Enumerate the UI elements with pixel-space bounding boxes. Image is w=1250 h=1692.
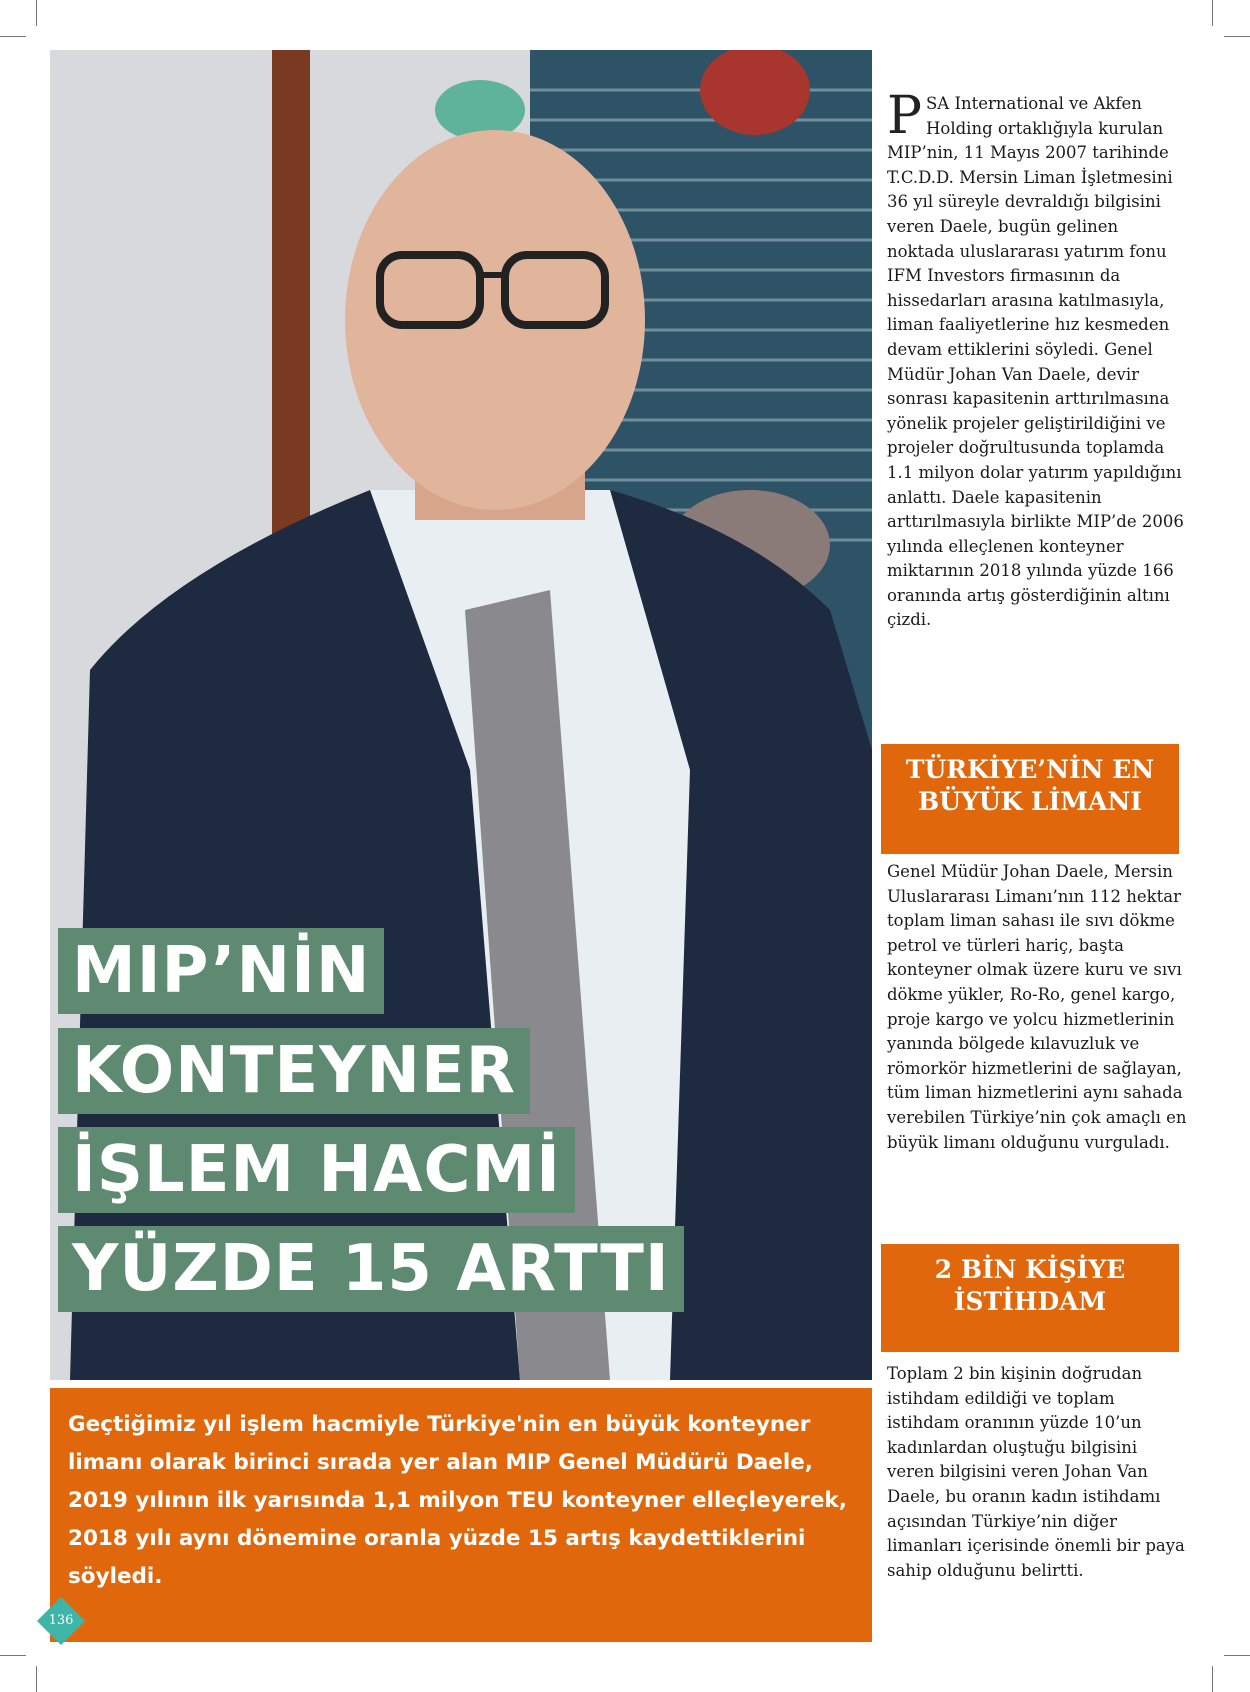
crop-mark xyxy=(0,1655,26,1656)
headline-line-1: MIP’NİN xyxy=(58,928,384,1014)
page-number: 136 xyxy=(48,1613,74,1628)
crop-mark xyxy=(1224,36,1250,37)
crop-mark xyxy=(1212,1666,1213,1692)
intro-paragraph xyxy=(887,86,1187,633)
headline-line-2: KONTEYNER xyxy=(58,1028,530,1114)
subhead-employment: 2 BİN KİŞİYE İSTİHDAM xyxy=(881,1244,1179,1352)
intro-text: SA International ve Akfen Holding ortaklığıyla kurulan MIP’nin, 11 Mayıs 2007 tarihinde T.C.D.D. Mersin Liman İşletmesini 36 yıl süreyle devraldığı bilgisini veren Daele, bugün gelinen noktada uluslararası yatırım fonu IFM Investors firmasının da hissedarları arasına katılmasıyla, liman faaliyetlerine hız kesmeden devam ettiklerini söyledi. Genel Müdür Johan Van Daele, devir sonrası kapasitenin arttırılmasına yönelik projeler geliştirildiğini ve projeler doğrultusunda toplamda 1.1 milyon dolar yatırım yapıldığını anlattı. Daele kapasitenin arttırılmasıyla birlikte MIP’de 2006 yılında elleçlenen konteyner miktarının 2018 yılında yüzde 166 oranında artış gösterdiğinin altını çizdi. xyxy=(887,94,1184,630)
subhead-largest-port: TÜRKİYE’NİN EN BÜYÜK LİMANI xyxy=(881,744,1179,854)
crop-mark xyxy=(36,0,37,26)
crop-mark xyxy=(36,1666,37,1692)
lead-box xyxy=(50,1388,872,1642)
drop-cap: P xyxy=(887,86,922,146)
headline-line-4: YÜZDE 15 ARTTI xyxy=(58,1226,684,1312)
crop-mark xyxy=(1212,0,1213,26)
crop-mark xyxy=(1224,1655,1250,1656)
lead-text: Geçtiğimiz yıl işlem hacmiyle Türkiye'nin en büyük konteyner limanı olarak birinci sırada yer alan MIP Genel Müdürü Daele, 2019 yılının ilk yarısında 1,1 milyon TEU konteyner elleçleyerek, 2018 yılı aynı dönemine oranla yüzde 15 artış kaydettiklerini söyledi. xyxy=(68,1412,847,1589)
headline-line-3: İŞLEM HACMİ xyxy=(58,1127,575,1213)
section-1-paragraph: Genel Müdür Johan Daele, Mersin Uluslararası Limanı’nın 112 hektar toplam liman sahası ile sıvı dökme petrol ve türleri hariç, başta konteyner olmak üzere kuru ve sıvı dökme yükler, Ro-Ro, genel kargo, proje kargo ve yolcu hizmetlerinin yanında bölgede kılavuzluk ve römorkör hizmetlerini de sağlayan, tüm liman hizmetlerini aynı sahada verebilen Türkiye’nin çok amaçlı en büyük limanı olduğunu vurguladı. xyxy=(887,862,1187,1152)
section-2-paragraph: Toplam 2 bin kişinin doğrudan istihdam edildiği ve toplam istihdam oranının yüzde 10’un kadınlardan oluştuğu bilgisini veren bilgisini veren Johan Van Daele, bu oranın kadın istihdamı açısından Türkiye’nin diğer limanları içerisinde önemli bir paya sahip olduğunu belirtti. xyxy=(887,1364,1185,1580)
crop-mark xyxy=(0,36,26,37)
